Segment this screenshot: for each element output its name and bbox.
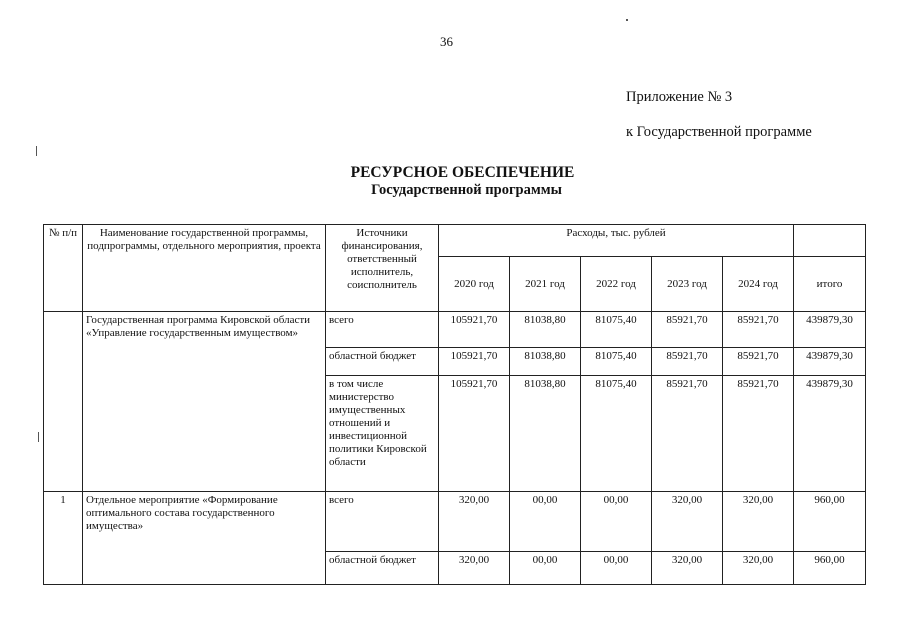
row-number (44, 312, 83, 492)
value-2023: 320,00 (652, 492, 723, 552)
value-2021: 00,00 (510, 552, 581, 585)
header-total: итого (794, 257, 866, 312)
scan-speck (38, 432, 39, 442)
table-row (44, 492, 866, 552)
value-2023: 320,00 (652, 552, 723, 585)
value-2022: 81075,40 (581, 376, 652, 492)
header-blank (794, 225, 866, 257)
header-number: № п/п (44, 225, 83, 312)
header-year-2024: 2024 год (723, 257, 794, 312)
value-2024: 85921,70 (723, 376, 794, 492)
value-total: 960,00 (794, 492, 866, 552)
value-2021: 81038,80 (510, 376, 581, 492)
row-name: Отдельное мероприятие «Формирование оптимального состава государственного имущества» (83, 492, 326, 585)
value-2021: 81038,80 (510, 348, 581, 376)
value-total: 439879,30 (794, 348, 866, 376)
value-total: 960,00 (794, 552, 866, 585)
document-title: РЕСУРСНОЕ ОБЕСПЕЧЕНИЕ (350, 164, 575, 181)
row-number: 1 (44, 492, 83, 585)
row-source: областной бюджет (326, 348, 439, 376)
table-row (44, 312, 866, 348)
page-number: 36 (440, 34, 453, 49)
row-source: областной бюджет (326, 552, 439, 585)
resource-table (43, 224, 866, 585)
value-2024: 85921,70 (723, 312, 794, 348)
value-2021: 00,00 (510, 492, 581, 552)
value-total: 439879,30 (794, 312, 866, 348)
row-name: Государственная программа Кировской области «Управление государственным имуществом» (83, 312, 326, 492)
value-total: 439879,30 (794, 376, 866, 492)
header-source: Источники финансирования, ответственный исполнитель, соисполнитель (326, 225, 439, 312)
row-source: всего (326, 492, 439, 552)
value-2024: 320,00 (723, 492, 794, 552)
value-2023: 85921,70 (652, 348, 723, 376)
scan-speck (36, 146, 37, 156)
value-2022: 81075,40 (581, 312, 652, 348)
value-2024: 320,00 (723, 552, 794, 585)
scan-speck (626, 19, 628, 21)
value-2022: 00,00 (581, 552, 652, 585)
document-subtitle: Государственной программы (371, 182, 562, 198)
value-2020: 105921,70 (439, 312, 510, 348)
header-year-2021: 2021 год (510, 257, 581, 312)
appendix-reference: к Государственной программе (626, 124, 812, 140)
header-year-2023: 2023 год (652, 257, 723, 312)
value-2020: 105921,70 (439, 348, 510, 376)
value-2020: 105921,70 (439, 376, 510, 492)
value-2020: 320,00 (439, 552, 510, 585)
value-2021: 81038,80 (510, 312, 581, 348)
header-year-2020: 2020 год (439, 257, 510, 312)
row-source: в том числе министерство имущественных отношений и инвестиционной политики Кировской области (326, 376, 439, 492)
value-2020: 320,00 (439, 492, 510, 552)
value-2023: 85921,70 (652, 312, 723, 348)
value-2024: 85921,70 (723, 348, 794, 376)
value-2022: 81075,40 (581, 348, 652, 376)
header-year-2022: 2022 год (581, 257, 652, 312)
value-2023: 85921,70 (652, 376, 723, 492)
row-source: всего (326, 312, 439, 348)
appendix-label: Приложение № 3 (626, 89, 733, 105)
header-expenses: Расходы, тыс. рублей (439, 225, 794, 257)
header-name: Наименование государственной программы, подпрограммы, отдельного мероприятия, проекта (83, 225, 326, 312)
value-2022: 00,00 (581, 492, 652, 552)
